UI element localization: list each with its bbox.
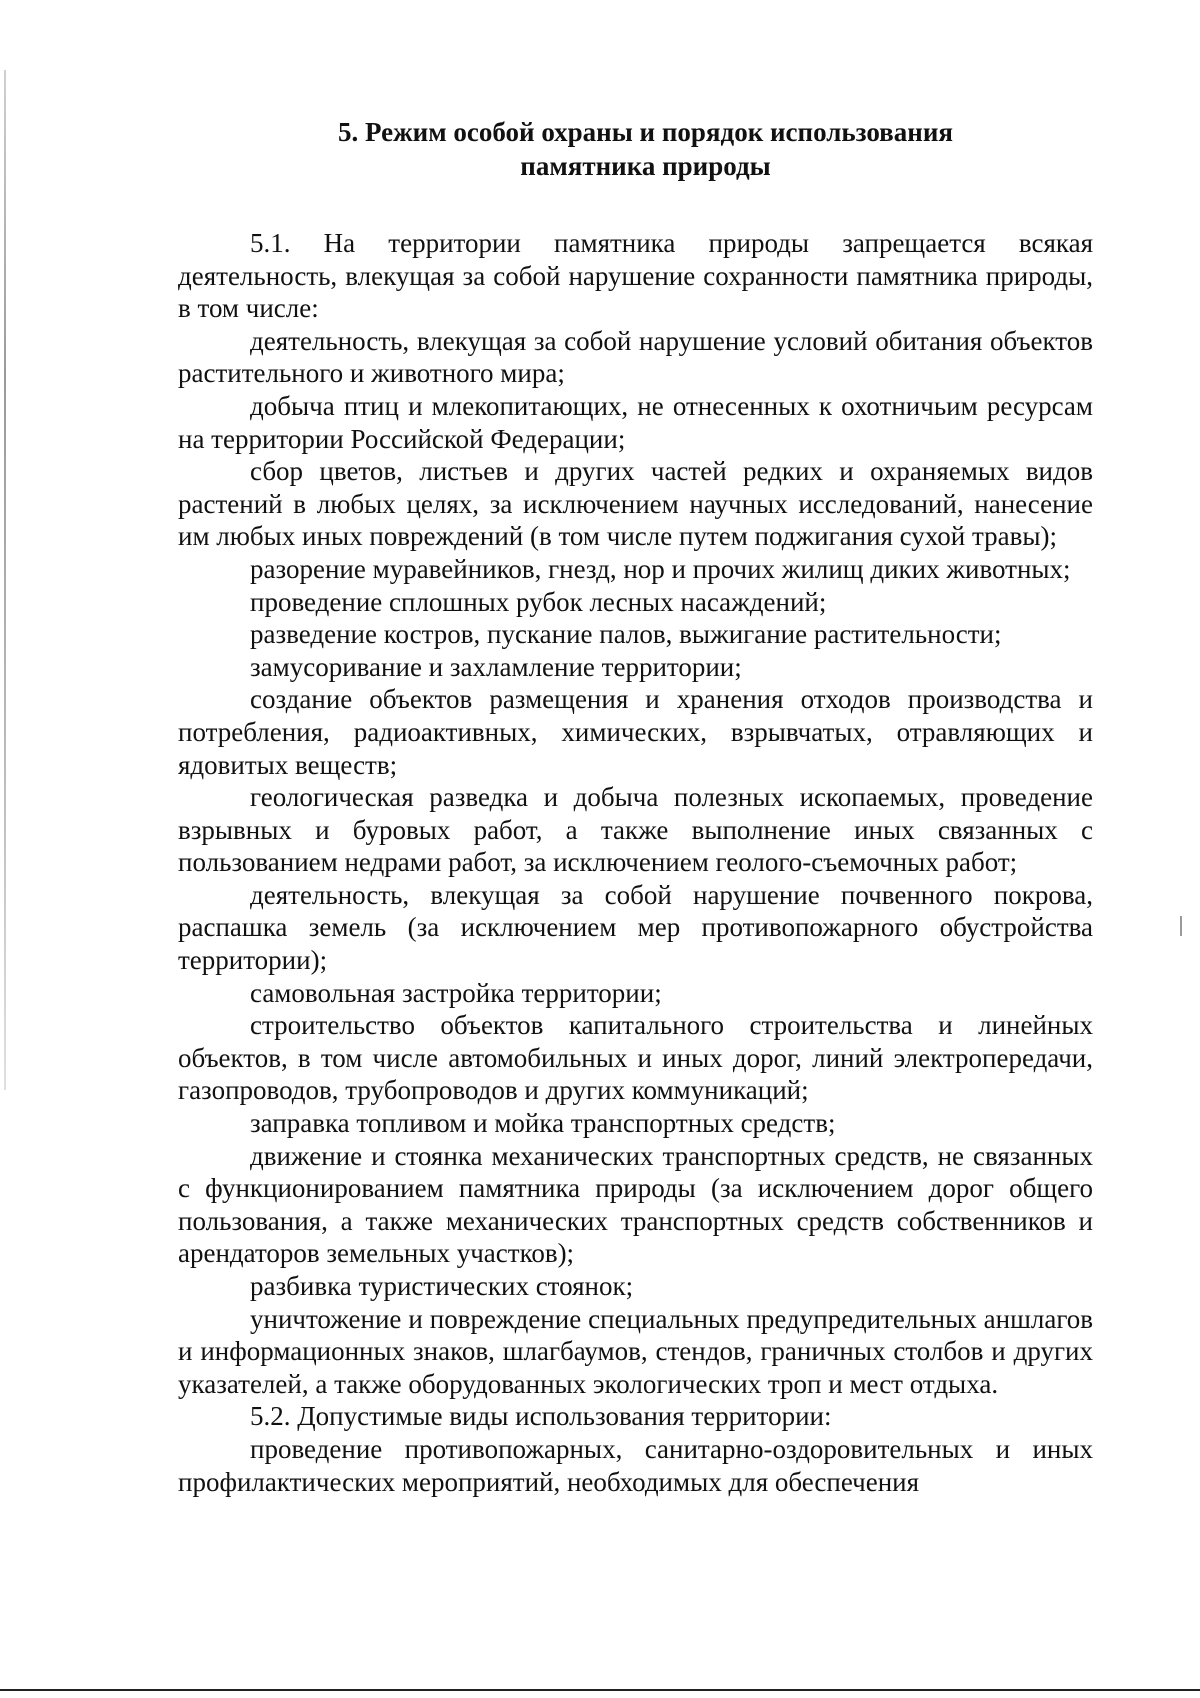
paragraph: движение и стоянка механических транспортных средств, не связанных с функционированием памятника природы (за исключением дорог общего пользования, а также механических транспортных средств собственников и арендаторов земельных участков);: [178, 1140, 1093, 1269]
paragraph: деятельность, влекущая за собой нарушение почвенного покрова, распашка земель (за исключением мер противопожарного обустройства территории);: [178, 879, 1093, 976]
paragraph: деятельность, влекущая за собой нарушение условий обитания объектов растительного и животного мира;: [178, 325, 1093, 389]
document-body: [178, 227, 1093, 1498]
paragraph: проведение противопожарных, санитарно-оздоровительных и иных профилактических мероприятий, необходимых для обеспечения: [178, 1433, 1093, 1497]
paragraph: заправка топливом и мойка транспортных средств;: [250, 1108, 836, 1139]
paragraph: разорение муравейников, гнезд, нор и прочих жилищ диких животных;: [250, 553, 1071, 584]
paragraph: строительство объектов капитального строительства и линейных объектов, в том числе автомобильных и иных дорог, линий электропередачи, газопроводов, трубопроводов и других коммуникаций;: [178, 1010, 1093, 1106]
paragraph: 5.2. Допустимые виды использования территории:: [250, 1401, 832, 1432]
paragraph: добыча птиц и млекопитающих, не отнесенных к охотничьим ресурсам на территории Российской Федерации;: [178, 390, 1093, 454]
paragraph: замусоривание и захламление территории;: [250, 651, 742, 682]
section-title-line-2: памятника природы: [520, 151, 771, 181]
paragraph: разведение костров, пускание палов, выжигание растительности;: [250, 619, 1002, 650]
section-title: [178, 115, 1093, 183]
paragraph: разбивка туристических стоянок;: [250, 1271, 634, 1301]
paragraph: 5.1. На территории памятника природы запрещается всякая деятельность, влекущая за собой нарушение сохранности памятника природы, в том числе:: [178, 228, 1093, 324]
paragraph: геологическая разведка и добыча полезных ископаемых, проведение взрывных и буровых работ, а также выполнение иных связанных с пользованием недрами работ, за исключением геолого-съемочных работ;: [178, 782, 1093, 878]
paragraph: самовольная застройка территории;: [250, 977, 662, 1008]
paragraph: сбор цветов, листьев и других частей редких и охраняемых видов растений в любых целях, за исключением научных исследований, нанесение им любых иных повреждений (в том числе путем поджигания сухой травы);: [178, 456, 1093, 552]
paragraph: проведение сплошных рубок лесных насаждений;: [250, 586, 827, 617]
scan-edge-bottom: [0, 1689, 1200, 1691]
document-page: [178, 115, 1093, 1498]
scan-speck: [1180, 916, 1182, 936]
section-title-line-1: 5. Режим особой охраны и порядок использования: [337, 117, 953, 147]
scan-edge-left: [4, 70, 6, 1090]
paragraph: уничтожение и повреждение специальных предупредительных аншлагов и информационных знаков, шлагбаумов, стендов, граничных столбов и других указателей, а также оборудованных экологических троп и мест отдыха.: [178, 1303, 1093, 1399]
paragraph: создание объектов размещения и хранения отходов производства и потребления, радиоактивных, химических, взрывчатых, отравляющих и ядовитых веществ;: [178, 684, 1093, 780]
